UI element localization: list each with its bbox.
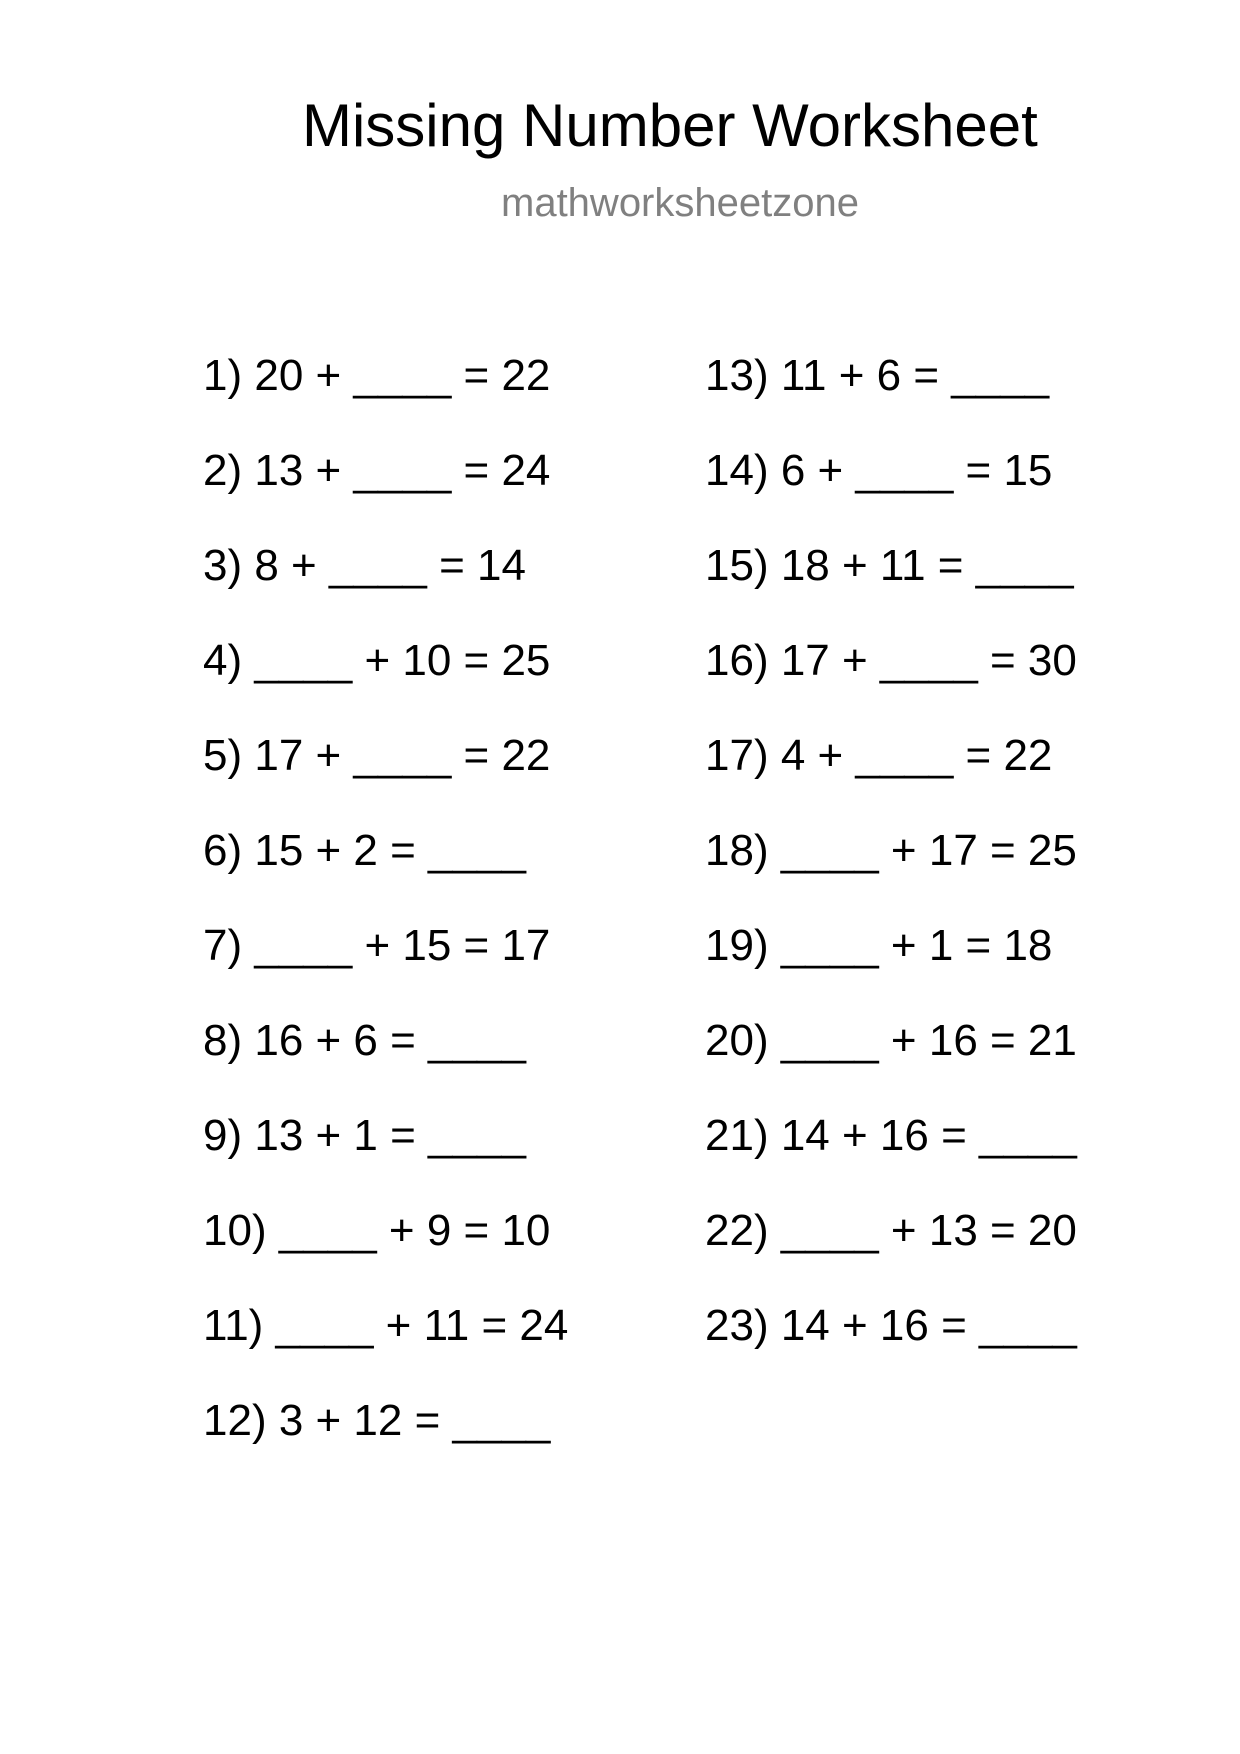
- problem-6: 6) 15 + 2 = ____: [203, 826, 526, 875]
- problem-1: 1) 20 + ____ = 22: [203, 351, 551, 400]
- problem-16: 16) 17 + ____ = 30: [705, 636, 1077, 685]
- problem-15: 15) 18 + 11 = ____: [705, 541, 1074, 590]
- problem-9: 9) 13 + 1 = ____: [203, 1111, 526, 1160]
- problem-5: 5) 17 + ____ = 22: [203, 731, 551, 780]
- problems-right-column: [705, 351, 1077, 1399]
- problem-8: 8) 16 + 6 = ____: [203, 1016, 526, 1065]
- worksheet-source: mathworksheetzone: [501, 181, 859, 225]
- problem-2: 2) 13 + ____ = 24: [203, 446, 551, 495]
- problem-19: 19) ____ + 1 = 18: [705, 921, 1053, 970]
- problem-17: 17) 4 + ____ = 22: [705, 731, 1053, 780]
- problem-14: 14) 6 + ____ = 15: [705, 446, 1053, 495]
- problem-12: 12) 3 + 12 = ____: [203, 1396, 551, 1445]
- problem-18: 18) ____ + 17 = 25: [705, 826, 1077, 875]
- problem-21: 21) 14 + 16 = ____: [705, 1111, 1077, 1160]
- worksheet-title: Missing Number Worksheet: [302, 92, 1038, 159]
- problem-22: 22) ____ + 13 = 20: [705, 1206, 1077, 1255]
- problem-7: 7) ____ + 15 = 17: [203, 921, 551, 970]
- problem-4: 4) ____ + 10 = 25: [203, 636, 551, 685]
- problem-3: 3) 8 + ____ = 14: [203, 541, 526, 590]
- problem-23: 23) 14 + 16 = ____: [705, 1301, 1077, 1350]
- problem-13: 13) 11 + 6 = ____: [705, 351, 1050, 400]
- problems-left-column: [203, 351, 569, 1494]
- problem-20: 20) ____ + 16 = 21: [705, 1016, 1077, 1065]
- problem-11: 11) ____ + 11 = 24: [203, 1301, 569, 1350]
- problem-10: 10) ____ + 9 = 10: [203, 1206, 551, 1255]
